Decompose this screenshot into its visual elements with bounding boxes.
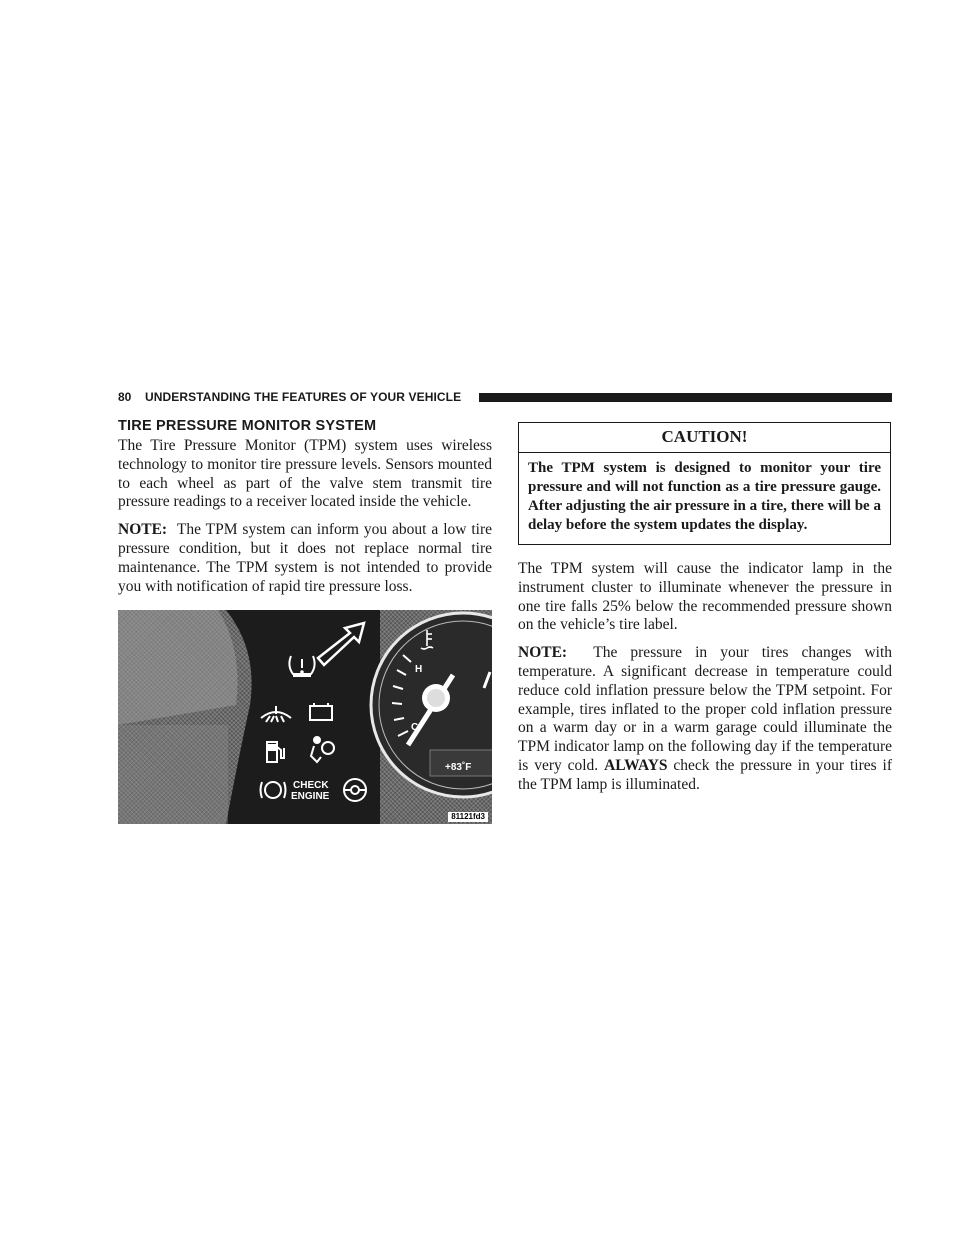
- cluster-illustration: [118, 610, 492, 824]
- note-text: The pressure in your tires changes with temperature. A significant decrease in temperature could reduce cold inflation pressure below the TPM setpoint. For example, tires inflated to the proper cold inflation pressure on a warm day or in a warm garage could illuminate the TPM indicator lamp on the following day if the temperature is very cold.: [518, 644, 892, 774]
- left-column: [118, 418, 492, 824]
- temperature-note-paragraph: [518, 644, 892, 794]
- page-number: 80: [118, 390, 132, 404]
- section-title: TIRE PRESSURE MONITOR SYSTEM: [118, 418, 377, 434]
- caution-body: The TPM system is designed to monitor your tire pressure and will not function as a tire pressure gauge. After adjusting the air pressure in a tire, there will be a delay before the system updates the display.: [528, 460, 881, 533]
- right-column: [518, 422, 892, 795]
- caution-box: [518, 422, 891, 545]
- check-engine-line2: ENGINE: [291, 791, 330, 803]
- note-text: The TPM system can inform you about a low tire pressure condition, but it does not replace normal tire maintenance. The TPM system is not intended to provide you with notification of rapid tire pressure loss.: [118, 521, 493, 595]
- instrument-cluster-figure: [118, 610, 492, 824]
- running-header: [118, 389, 892, 407]
- indicator-paragraph: The TPM system will cause the indicator lamp in the instrument cluster to illuminate whenever the pressure in one tire falls 25% below the recommended pressure shown on the vehicle’s tire label.: [518, 560, 892, 634]
- always-emphasis: ALWAYS: [604, 756, 668, 774]
- note-text-end: check the pressure in your tires if the TPM lamp is illuminated.: [518, 756, 892, 793]
- intro-paragraph: The Tire Pressure Monitor (TPM) system uses wireless technology to monitor tire pressure levels. Sensors mounted to each wheel as part of the valve stem transmit tire pressure readings to a receiver located inside the vehicle.: [118, 437, 492, 511]
- note-label: NOTE:: [518, 644, 568, 662]
- temperature-readout: +83˚F: [445, 762, 472, 774]
- chapter-title: UNDERSTANDING THE FEATURES OF YOUR VEHICLE: [145, 390, 462, 404]
- dash-lower-surface: [118, 725, 228, 824]
- gauge-hot-label: H: [415, 664, 423, 676]
- note-label: NOTE:: [118, 521, 168, 539]
- gauge-cold-label: C: [411, 722, 419, 734]
- note-paragraph: [118, 521, 492, 596]
- caution-title: CAUTION!: [519, 423, 890, 453]
- figure-id: 81121fd3: [448, 812, 488, 822]
- header-rule: [479, 393, 892, 402]
- dash-surface: [118, 610, 238, 725]
- check-engine-line1: CHECK: [293, 780, 329, 792]
